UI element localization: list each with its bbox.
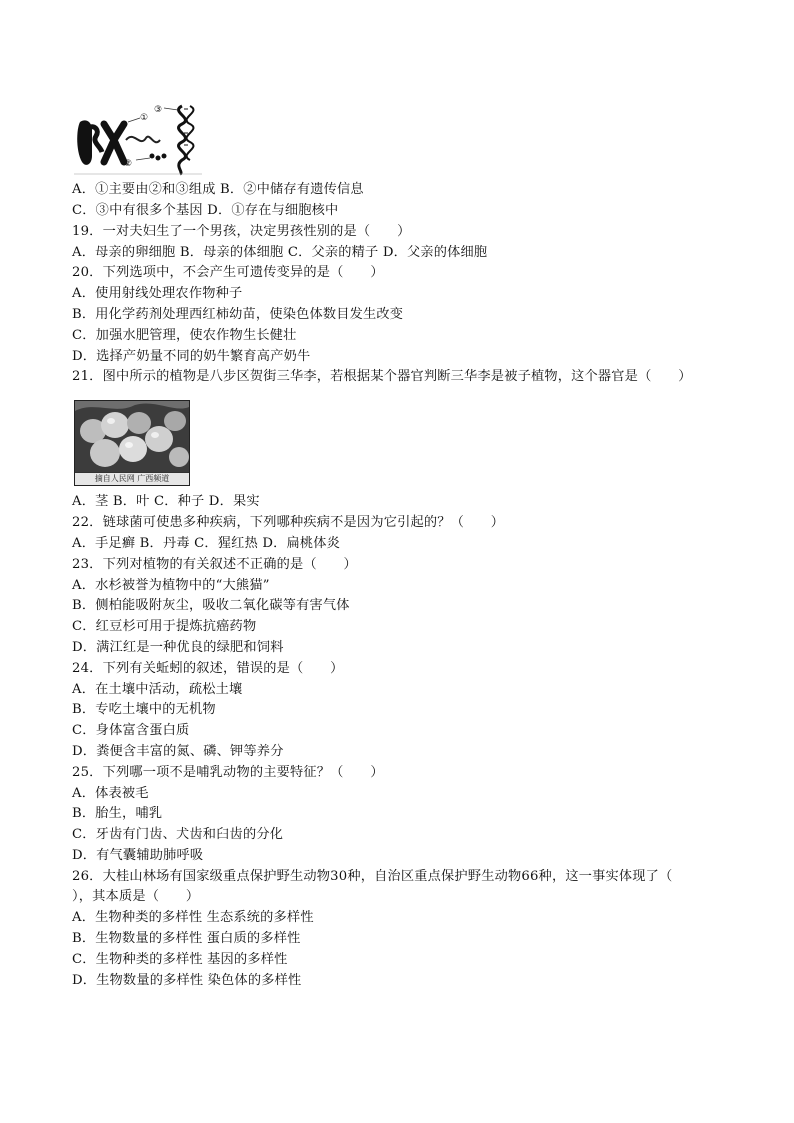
text-line: A．①主要由②和③组成 B．②中储存有遗传信息	[72, 182, 364, 197]
text-line: ），其本质是（ ）	[72, 889, 200, 904]
text-line: C．生物种类的多样性 基因的多样性	[72, 952, 288, 967]
question-24: 24．下列有关蚯蚓的叙述，错误的是（ ）	[72, 661, 344, 676]
text-line: D．有气囊辅助肺呼吸	[72, 848, 204, 863]
chromosome-diagram	[74, 100, 202, 176]
fruit-cluster-image	[75, 401, 189, 473]
text-line: B．生物数量的多样性 蛋白质的多样性	[72, 931, 301, 946]
text-line: C．③中有很多个基因 D．①存在与细胞核中	[72, 203, 339, 218]
question-23: 23．下列对植物的有关叙述不正确的是（ ）	[72, 557, 357, 572]
question-22: 22．链球菌可使患多种疾病，下列哪种疾病不是因为它引起的？（ ）	[72, 515, 505, 530]
text-line: A．生物种类的多样性 生态系统的多样性	[72, 910, 314, 925]
text-line: A．在土壤中活动，疏松土壤	[72, 682, 243, 697]
text-line: A．体表被毛	[72, 786, 149, 801]
text-line: B．侧柏能吸附灰尘，吸收二氧化碳等有害气体	[72, 598, 350, 613]
text-line: A．使用射线处理农作物种子	[72, 286, 243, 301]
label-1: ①	[140, 113, 149, 123]
text-line: D．生物数量的多样性 染色体的多样性	[72, 973, 302, 988]
text-line: A．茎 B．叶 C．种子 D．果实	[72, 494, 260, 509]
label-3: ③	[154, 105, 163, 115]
text-line: D．选择产奶量不同的奶牛繁育高产奶牛	[72, 349, 311, 364]
text-line: A．水杉被誉为植物中的“大熊猫”	[72, 578, 270, 593]
text-line: C．牙齿有门齿、犬齿和臼齿的分化	[72, 827, 284, 842]
question-25: 25．下列哪一项不是哺乳动物的主要特征？（ ）	[72, 765, 384, 780]
question-19: 19．一对夫妇生了一个男孩，决定男孩性别的是（ ）	[72, 224, 411, 239]
text-line: C．身体富含蛋白质	[72, 723, 190, 738]
question-21: 21．图中所示的植物是八步区贺街三华李，若根据某个器官判断三华李是被子植物，这个器官是（ ）	[72, 369, 692, 384]
text-line: B．用化学药剂处理西红柿幼苗，使染色体数目发生改变	[72, 307, 404, 322]
text-line: B．胎生，哺乳	[72, 806, 163, 821]
text-line: D．满江红是一种优良的绿肥和饲料	[72, 640, 284, 655]
question-20: 20．下列选项中，不会产生可遗传变异的是（ ）	[72, 265, 384, 280]
text-line: C．红豆杉可用于提炼抗癌药物	[72, 619, 257, 634]
plum-photo	[74, 400, 190, 486]
text-line: A．手足癣 B．丹毒 C．猩红热 D．扁桃体炎	[72, 536, 341, 551]
question-26: 26．大桂山林场有国家级重点保护野生动物30种，自治区重点保护野生动物66种，这一事实体现了（	[72, 869, 673, 884]
text-line: D．粪便含丰富的氮、磷、钾等养分	[72, 744, 284, 759]
photo-caption: 摘自人民网 广西频道	[75, 472, 189, 485]
text-line: C．加强水肥管理，使农作物生长健壮	[72, 328, 297, 343]
text-line: B．专吃土壤中的无机物	[72, 702, 216, 717]
text-line: A．母亲的卵细胞 B．母亲的体细胞 C．父亲的精子 D．父亲的体细胞	[72, 245, 488, 260]
label-2: ②	[124, 159, 133, 169]
